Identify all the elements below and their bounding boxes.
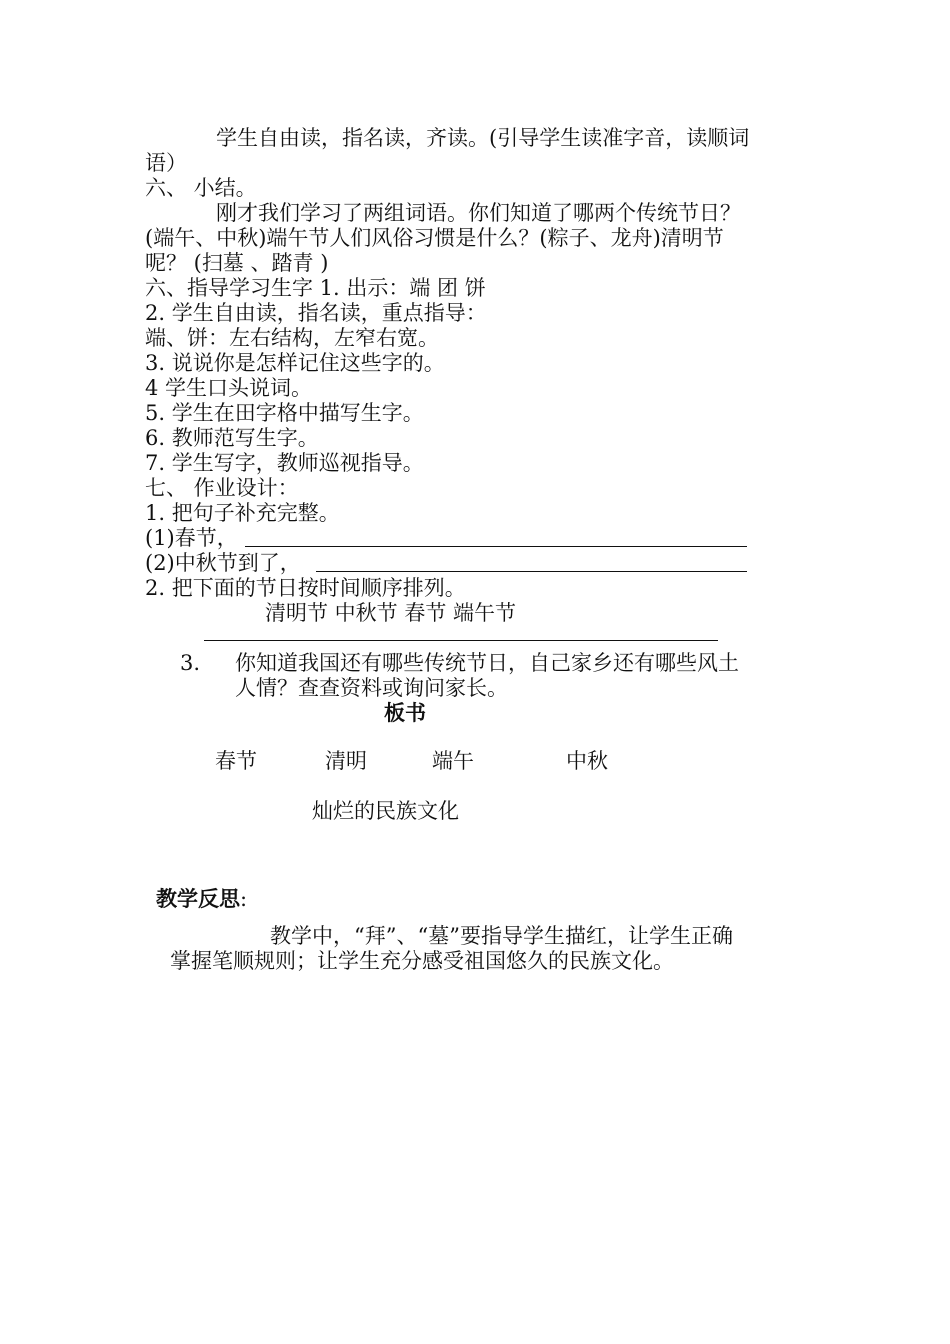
board-summary: 灿烂的民族文化 <box>312 799 459 823</box>
answer-blank-1a <box>245 546 747 547</box>
summary-line-2: (端午、中秋)端午节人们风俗习惯是什么？(粽子、龙舟)清明节 <box>145 226 724 250</box>
homework-task-1b: (2)中秋节到了， <box>145 551 301 575</box>
reflection-colon: : <box>240 887 248 911</box>
characters-item: 4 学生口头说词。 <box>145 376 313 400</box>
characters-item: 7. 学生写字，教师巡视指导。 <box>145 451 424 475</box>
characters-heading: 六、指导学习生字 1. 出示：端 团 饼 <box>145 276 486 300</box>
board-item: 端午 <box>432 749 474 773</box>
answer-blank-2 <box>204 640 718 641</box>
summary-line-1: 刚才我们学习了两组词语。你们知道了哪两个传统节日？ <box>216 201 741 225</box>
homework-heading: 七、 作业设计： <box>145 476 299 500</box>
board-title: 板书 <box>384 700 426 725</box>
board-item: 春节 <box>215 749 257 773</box>
characters-item: 6. 教师范写生字。 <box>145 426 319 450</box>
homework-task-2-festivals: 清明节 中秋节 春节 端午节 <box>265 601 517 625</box>
characters-item: 2. 学生自由读，指名读，重点指导： <box>145 301 487 325</box>
read-line-2: 语） <box>145 151 187 175</box>
homework-task-1: 1. 把句子补充完整。 <box>145 501 340 525</box>
characters-item: 端、饼：左右结构，左窄右宽。 <box>145 326 439 350</box>
summary-line-3: 呢？ (扫墓 、踏青 ) <box>145 251 329 275</box>
read-line-1: 学生自由读，指名读，齐读。(引导学生读准字音，读顺词 <box>216 126 750 150</box>
answer-blank-1b <box>316 571 747 572</box>
characters-item: 3. 说说你是怎样记住这些字的。 <box>145 351 445 375</box>
characters-item: 5. 学生在田字格中描写生字。 <box>145 401 424 425</box>
board-item: 清明 <box>325 749 367 773</box>
homework-task-3-line-1: 你知道我国还有哪些传统节日，自己家乡还有哪些风土 <box>235 651 739 675</box>
reflection-line-2: 掌握笔顺规则；让学生充分感受祖国悠久的民族文化。 <box>170 949 674 973</box>
reflection-line-1: 教学中，“拜”、“墓”要指导学生描红，让学生正确 <box>270 924 733 948</box>
board-item: 中秋 <box>566 749 608 773</box>
reflection-title: 教学反思 <box>156 886 240 911</box>
summary-heading: 六、 小结。 <box>145 176 257 200</box>
homework-task-1a: (1)春节， <box>145 526 238 550</box>
homework-task-2: 2. 把下面的节日按时间顺序排列。 <box>145 576 466 600</box>
homework-task-3-line-2: 人情？查查资料或询问家长。 <box>235 676 508 700</box>
homework-task-3-number: 3. <box>180 651 201 675</box>
